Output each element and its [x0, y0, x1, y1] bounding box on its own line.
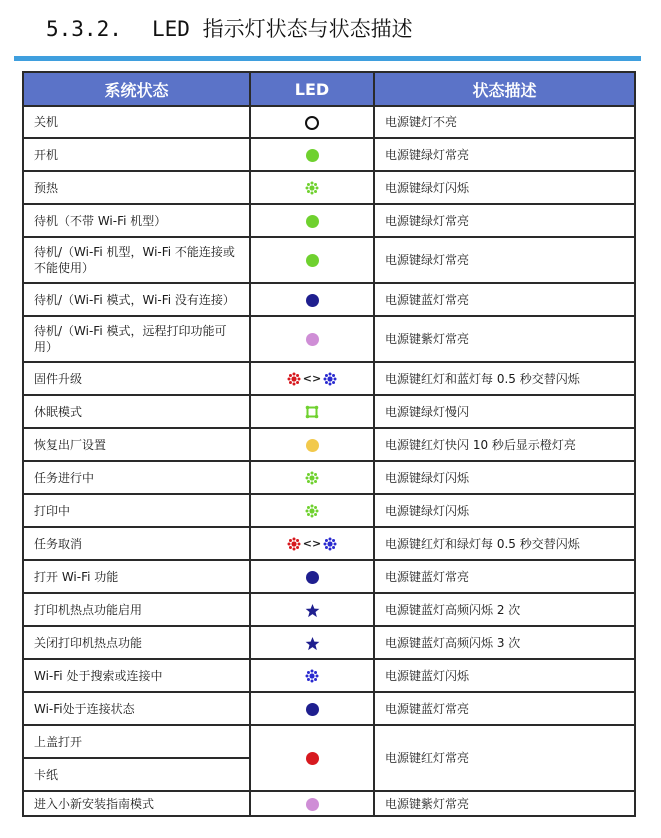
- led-indicator-cell: [250, 283, 374, 316]
- state-description-cell: 电源键绿灯慢闪: [374, 395, 635, 428]
- blue-star-icon: [305, 636, 320, 650]
- system-state-cell: 打印机热点功能启用: [23, 593, 250, 626]
- table-row: [23, 283, 635, 316]
- state-description-cell: 电源键蓝灯常亮: [374, 692, 635, 725]
- state-description-cell: 电源键红灯和绿灯每 0.5 秒交替闪烁: [374, 527, 635, 560]
- system-state-cell: 上盖打开: [23, 725, 250, 758]
- blue-dot-icon: [306, 702, 319, 716]
- system-state-cell: Wi-Fi处于连接状态: [23, 692, 250, 725]
- led-indicator-cell: [250, 138, 374, 171]
- purple-dot-icon: [306, 797, 319, 811]
- led-indicator-cell: [250, 428, 374, 461]
- red-blue-alternate-icon: <>: [287, 371, 337, 385]
- table-row: [23, 725, 635, 758]
- led-indicator-cell: [250, 692, 374, 725]
- table-row: [23, 659, 635, 692]
- state-description-cell: 电源键蓝灯常亮: [374, 283, 635, 316]
- state-description-cell: 电源键绿灯闪烁: [374, 461, 635, 494]
- table-row: [23, 428, 635, 461]
- table-row: [23, 593, 635, 626]
- blue-dot-icon: [306, 293, 319, 307]
- state-description-cell: 电源键蓝灯高频闪烁 3 次: [374, 626, 635, 659]
- table-row: [23, 494, 635, 527]
- heading-rule: [14, 56, 641, 61]
- led-indicator-cell: [250, 560, 374, 593]
- header-system-state: 系统状态: [23, 72, 250, 106]
- led-indicator-cell: [250, 725, 374, 791]
- table-row: [23, 527, 635, 560]
- system-state-cell: 开机: [23, 138, 250, 171]
- system-state-cell: 关机: [23, 106, 250, 138]
- table-row: [23, 791, 635, 816]
- yellow-dot-icon: [306, 438, 319, 452]
- led-indicator-cell: [250, 659, 374, 692]
- table-row: [23, 560, 635, 593]
- state-description-cell: 电源键绿灯常亮: [374, 138, 635, 171]
- system-state-cell: 固件升级: [23, 362, 250, 395]
- state-description-cell: 电源键紫灯常亮: [374, 791, 635, 816]
- led-status-table: [22, 71, 636, 817]
- system-state-cell: 关闭打印机热点功能: [23, 626, 250, 659]
- system-state-cell: 恢复出厂设置: [23, 428, 250, 461]
- system-state-cell: 打印中: [23, 494, 250, 527]
- green-flash-icon: [305, 504, 319, 518]
- led-indicator-cell: [250, 237, 374, 283]
- table-row: [23, 461, 635, 494]
- table-row: [23, 362, 635, 395]
- system-state-cell: Wi-Fi 处于搜索或连接中: [23, 659, 250, 692]
- table-row: [23, 204, 635, 237]
- led-indicator-cell: [250, 362, 374, 395]
- table-row: [23, 692, 635, 725]
- green-slow-flash-icon: [305, 405, 319, 419]
- state-description-cell: 电源键绿灯常亮: [374, 237, 635, 283]
- system-state-cell: 卡纸: [23, 758, 250, 791]
- state-description-cell: 电源键蓝灯常亮: [374, 560, 635, 593]
- led-indicator-cell: [250, 494, 374, 527]
- state-description-cell: 电源键绿灯常亮: [374, 204, 635, 237]
- green-dot-icon: [306, 148, 319, 162]
- state-description-cell: 电源键灯不亮: [374, 106, 635, 138]
- led-indicator-cell: [250, 106, 374, 138]
- table-header-row: [23, 72, 635, 106]
- ring-off-icon: [305, 115, 319, 129]
- system-state-cell: 进入小新安装指南模式: [23, 791, 250, 816]
- green-dot-icon: [306, 253, 319, 267]
- system-state-cell: 预热: [23, 171, 250, 204]
- table-row: [23, 395, 635, 428]
- state-description-cell: 电源键红灯快闪 10 秒后显示橙灯亮: [374, 428, 635, 461]
- system-state-cell: 待机（不带 Wi-Fi 机型）: [23, 204, 250, 237]
- led-indicator-cell: [250, 527, 374, 560]
- blue-dot-icon: [306, 570, 319, 584]
- purple-dot-icon: [306, 332, 319, 346]
- green-flash-icon: [305, 471, 319, 485]
- table-row: [23, 626, 635, 659]
- state-description-cell: 电源键绿灯闪烁: [374, 171, 635, 204]
- state-description-cell: 电源键蓝灯闪烁: [374, 659, 635, 692]
- red-dot-icon: [306, 751, 319, 765]
- system-state-cell: 休眠模式: [23, 395, 250, 428]
- state-description-cell: 电源键紫灯常亮: [374, 316, 635, 362]
- state-description-cell: 电源键红灯常亮: [374, 725, 635, 791]
- led-indicator-cell: [250, 593, 374, 626]
- table-row: [23, 316, 635, 362]
- table-row: [23, 237, 635, 283]
- led-indicator-cell: [250, 395, 374, 428]
- led-indicator-cell: [250, 171, 374, 204]
- blue-star-icon: [305, 603, 320, 617]
- led-indicator-cell: [250, 316, 374, 362]
- table-row: [23, 106, 635, 138]
- header-led: LED: [250, 72, 374, 106]
- section-number: 5.3.2.: [46, 17, 122, 41]
- section-heading: [46, 14, 413, 44]
- state-description-cell: 电源键绿灯闪烁: [374, 494, 635, 527]
- led-indicator-cell: [250, 791, 374, 816]
- system-state-cell: 待机/（Wi-Fi 模式，远程打印功能可用）: [23, 316, 250, 362]
- green-dot-icon: [306, 214, 319, 228]
- state-description-cell: 电源键蓝灯高频闪烁 2 次: [374, 593, 635, 626]
- table-row: [23, 171, 635, 204]
- led-indicator-cell: [250, 204, 374, 237]
- system-state-cell: 待机/（Wi-Fi 模式，Wi-Fi 没有连接）: [23, 283, 250, 316]
- system-state-cell: 待机/（Wi-Fi 机型，Wi-Fi 不能连接或不能使用）: [23, 237, 250, 283]
- system-state-cell: 打开 Wi-Fi 功能: [23, 560, 250, 593]
- led-indicator-cell: [250, 626, 374, 659]
- system-state-cell: 任务取消: [23, 527, 250, 560]
- system-state-cell: 任务进行中: [23, 461, 250, 494]
- state-description-cell: 电源键红灯和蓝灯每 0.5 秒交替闪烁: [374, 362, 635, 395]
- section-title: LED 指示灯状态与状态描述: [152, 17, 413, 41]
- table-row: [23, 138, 635, 171]
- header-state-description: 状态描述: [374, 72, 635, 106]
- red-blue-alternate-icon: <>: [287, 536, 337, 550]
- green-flash-icon: [305, 181, 319, 195]
- blue-flash-icon: [305, 669, 319, 683]
- led-indicator-cell: [250, 461, 374, 494]
